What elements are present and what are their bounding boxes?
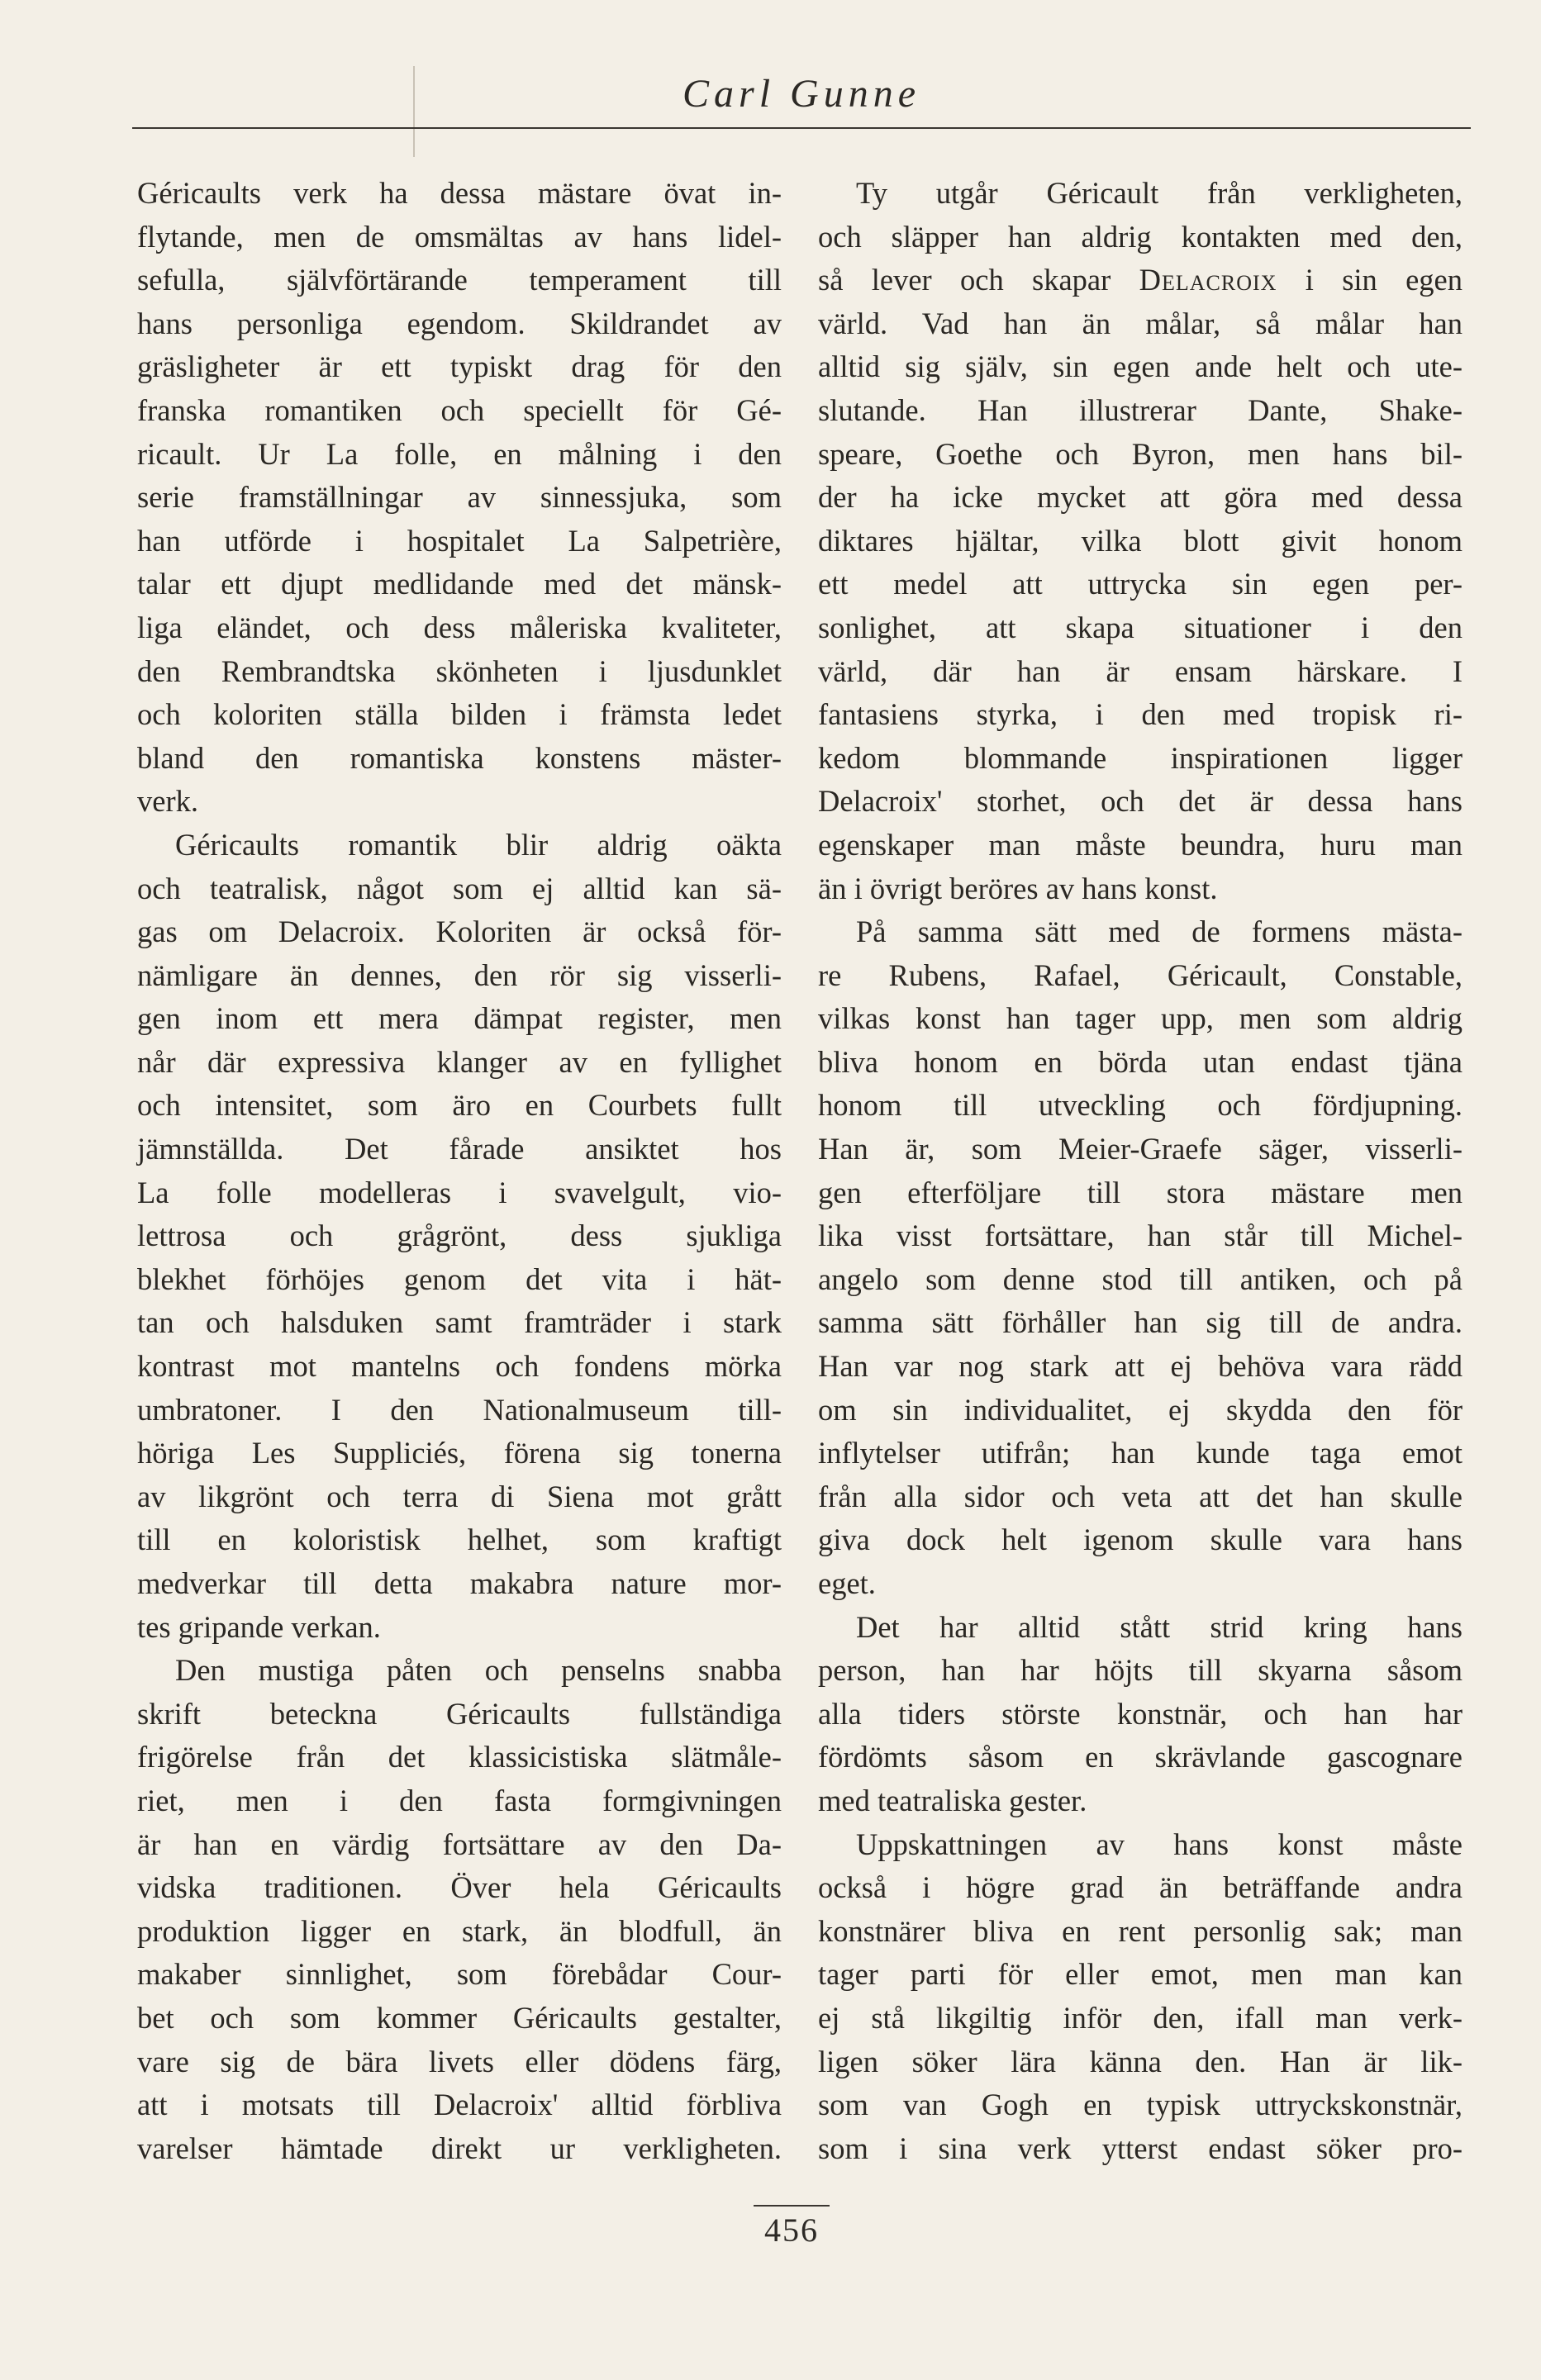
text-line: och intensitet, som äro en Courbets fullt	[137, 1088, 782, 1123]
text-line: honom till utveckling och fördjupning.	[818, 1088, 1463, 1123]
text-line: makaber sinnlighet, som förebådar Cour-	[137, 1957, 782, 1992]
text-line: lettrosa och grågrönt, dess sjukliga	[137, 1219, 782, 1253]
text-line: eget.	[818, 1566, 876, 1600]
text-line: än i övrigt beröres av hans konst.	[818, 871, 1218, 905]
text-line: Det har alltid stått strid kring hans	[856, 1609, 1463, 1644]
text-line: re Rubens, Rafael, Géricault, Constable,	[818, 957, 1463, 992]
text-line: Han är, som Meier-Graefe säger, visserli-	[818, 1132, 1463, 1166]
text-line: fantasiens styrka, i den med tropisk ri-	[818, 697, 1463, 732]
text-line: bliva honom en börda utan endast tjäna	[818, 1044, 1463, 1079]
text-line: med teatraliska gester.	[818, 1783, 1087, 1817]
text-line: ej stå likgiltig inför den, ifall man verk-	[818, 2000, 1463, 2035]
text-line: produktion ligger en stark, än blodfull, än	[137, 1913, 782, 1948]
small-caps-name: Delacroix	[1139, 263, 1277, 297]
text-line: han utförde i hospitalet La Salpetrière,	[137, 523, 782, 558]
text-line: bet och som kommer Géricaults gestalter,	[137, 2000, 782, 2035]
text-line	[818, 259, 1463, 302]
text-line: gas om Delacroix. Koloriten är också för-	[137, 914, 782, 949]
text-line: der ha icke mycket att göra med dessa	[818, 480, 1463, 515]
text-line: vidska traditionen. Över hela Géricaults	[137, 1870, 782, 1905]
text-line: nämligare än dennes, den rör sig visserli-	[137, 957, 782, 992]
text-line: Ty utgår Géricault från verkligheten,	[856, 176, 1463, 210]
text-line: lika visst fortsättare, han står till Michel-	[818, 1219, 1463, 1253]
text-line: La folle modelleras i svavelgult, vio-	[137, 1175, 782, 1209]
header-rule	[132, 127, 1471, 129]
text-line: blekhet förhöjes genom det vita i hät-	[137, 1261, 782, 1296]
text-line: slutande. Han illustrerar Dante, Shake-	[818, 392, 1463, 427]
text-line: höriga Les Suppliciés, förena sig tonerna	[137, 1436, 782, 1470]
text-line: sonlighet, att skapa situationer i den	[818, 610, 1463, 644]
text-line: På samma sätt med de formens mästa-	[856, 914, 1463, 949]
text-line: når där expressiva klanger av en fyllighet	[137, 1044, 782, 1079]
text-line: Géricaults romantik blir aldrig oäkta	[175, 827, 782, 862]
text-line: verk.	[137, 784, 198, 819]
text-line: diktares hjältar, vilka blott givit honom	[818, 523, 1463, 558]
text-line: också i högre grad än beträffande andra	[818, 1870, 1463, 1905]
text-line: ricault. Ur La folle, en målning i den	[137, 436, 782, 471]
running-header	[132, 66, 1471, 132]
text-line: och släpper han aldrig kontakten med den,	[818, 219, 1463, 254]
text-line: Den mustiga påten och penselns snabba	[175, 1653, 782, 1688]
right-column	[818, 172, 1463, 2170]
text-line: gräsligheter är ett typiskt drag för den	[137, 349, 782, 384]
text-line: som i sina verk ytterst endast söker pro-	[818, 2131, 1463, 2165]
text-line: sefulla, självförtärande temperament till	[137, 263, 782, 297]
text-line: vare sig de bära livets eller dödens färg,	[137, 2044, 782, 2078]
text-line: värld. Vad han än målar, så målar han	[818, 306, 1463, 340]
text-line: speare, Goethe och Byron, men hans bil-	[818, 436, 1463, 471]
text-line: franska romantiken och speciellt för Gé-	[137, 392, 782, 427]
text-line: från alla sidor och veta att det han skulle	[818, 1479, 1463, 1513]
text-line: konstnärer bliva en rent personlig sak; man	[818, 1913, 1463, 1948]
text-line: den Rembrandtska skönheten i ljusdunklet	[137, 653, 782, 688]
text-line: tes gripande verkan.	[137, 1609, 381, 1644]
text-line: gen inom ett mera dämpat register, men	[137, 1001, 782, 1036]
text-line: tan och halsduken samt framträder i stark	[137, 1305, 782, 1340]
page-number: 456	[764, 2211, 819, 2249]
text-line: angelo som denne stod till antiken, och på	[818, 1261, 1463, 1296]
text-line: egenskaper man måste beundra, huru man	[818, 827, 1463, 862]
text-line: om sin individualitet, ej skydda den för	[818, 1392, 1463, 1427]
text-line: Uppskattningen av hans konst måste	[856, 1827, 1463, 1861]
text-line: Han var nog stark att ej behöva vara rädd	[818, 1349, 1463, 1384]
text-line: och teatralisk, något som ej alltid kan sä-	[137, 871, 782, 905]
text-line: tager parti för eller emot, men man kan	[818, 1957, 1463, 1992]
text-line: giva dock helt igenom skulle vara hans	[818, 1523, 1463, 1557]
text-line: kedom blommande inspirationen ligger	[818, 740, 1463, 775]
text-line: hans personliga egendom. Skildrandet av	[137, 306, 782, 340]
left-column	[137, 172, 782, 2170]
text-fragment: så lever och skapar	[818, 263, 1139, 297]
text-line: är han en värdig fortsättare av den Da-	[137, 1827, 782, 1861]
text-line: kontrast mot mantelns och fondens mörka	[137, 1349, 782, 1384]
text-line: skrift beteckna Géricaults fullständiga	[137, 1696, 782, 1731]
text-line: frigörelse från det klassicistiska slätmåle-	[137, 1740, 782, 1774]
text-line: jämnställda. Det fårade ansiktet hos	[137, 1132, 782, 1166]
text-line: Géricaults verk ha dessa mästare övat in-	[137, 176, 782, 210]
text-line: bland den romantiska konstens mäster-	[137, 740, 782, 775]
text-line: flytande, men de omsmältas av hans lidel-	[137, 219, 782, 254]
text-line: ett medel att uttrycka sin egen per-	[818, 567, 1463, 601]
text-line: alla tiders störste konstnär, och han har	[818, 1696, 1463, 1731]
text-line: umbratoner. I den Nationalmuseum till-	[137, 1392, 782, 1427]
text-line: samma sätt förhåller han sig till de andra.	[818, 1305, 1463, 1340]
text-line: serie framställningar av sinnessjuka, som	[137, 480, 782, 515]
text-line: talar ett djupt medlidande med det mänsk-	[137, 567, 782, 601]
text-line: liga eländet, och dess måleriska kvaliteter,	[137, 610, 782, 644]
text-line: fördömts såsom en skrävlande gascognare	[818, 1740, 1463, 1774]
text-line: alltid sig själv, sin egen ande helt och ute-	[818, 349, 1463, 384]
text-line: ligen söker lära känna den. Han är lik-	[818, 2044, 1463, 2078]
text-line: medverkar till detta makabra nature mor-	[137, 1566, 782, 1600]
footer-rule	[754, 2205, 830, 2207]
text-line: riet, men i den fasta formgivningen	[137, 1783, 782, 1817]
text-line: person, han har höjts till skyarna såsom	[818, 1653, 1463, 1688]
text-line: värld, där han är ensam härskare. I	[818, 653, 1463, 688]
text-line: vilkas konst han tager upp, men som aldrig	[818, 1001, 1463, 1036]
text-line: gen efterföljare till stora mästare men	[818, 1175, 1463, 1209]
text-line: och koloriten ställa bilden i främsta ledet	[137, 697, 782, 732]
text-line: Delacroix' storhet, och det är dessa hans	[818, 784, 1463, 819]
text-line: inflytelser utifrån; han kunde taga emot	[818, 1436, 1463, 1470]
text-line: till en koloristisk helhet, som kraftigt	[137, 1523, 782, 1557]
text-line: varelser hämtade direkt ur verkligheten.	[137, 2131, 782, 2165]
text-line: att i motsats till Delacroix' alltid förbliva	[137, 2088, 782, 2122]
running-title: Carl Gunne	[683, 72, 920, 116]
text-line: av likgrönt och terra di Siena mot grått	[137, 1479, 782, 1513]
text-fragment: i sin egen	[1277, 263, 1463, 297]
text-line: som van Gogh en typisk uttryckskonstnär,	[818, 2088, 1463, 2122]
